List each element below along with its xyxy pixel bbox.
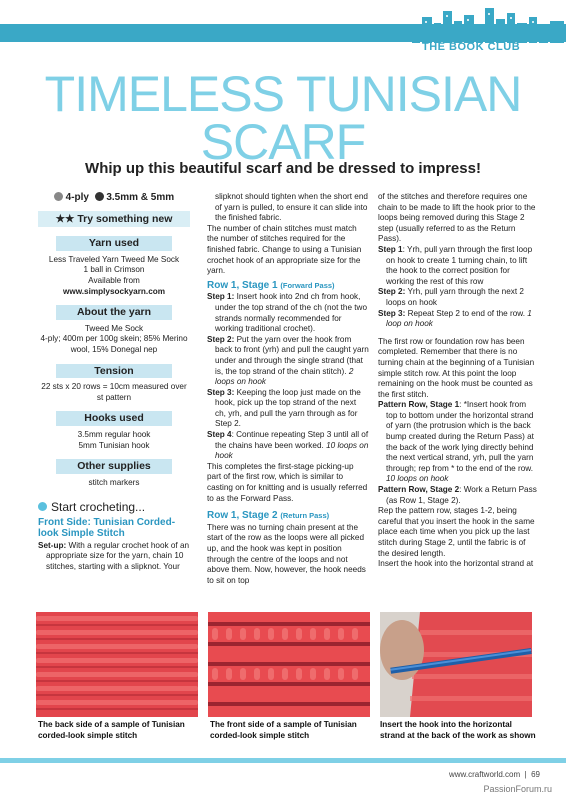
yarn-weight: 4-ply [65,192,89,203]
step-2-loops: 2 loops on hook [215,366,354,387]
footer-site-link[interactable]: www.craftworld.com [449,770,521,779]
skill-level-text: Try something new [77,212,173,225]
return-step-1 [378,245,538,287]
other-supplies-text: stitch markers [88,477,140,487]
setup-text: With a regular crochet hook of an appropriate size for the yarn, chain 10 stitches, starting with a slipknot. Your [46,540,190,572]
step-2-label: Step 2: [207,334,235,344]
pattern-row-stage-1 [378,400,538,485]
page-title: TIMELESS TUNISIAN [44,66,522,122]
step-2 [207,335,369,388]
hook-sizes: 3.5mm & 5mm [106,192,175,203]
step-4-label: Step 4 [207,430,232,440]
pattern-row-1-label: Pattern Row, Stage 1 [378,400,460,410]
row1-pass: (Forward Pass) [280,280,335,290]
watermark: PassionForum.ru [483,784,552,794]
return-step-3-label: Step 3: [378,308,406,318]
return-step-3-text: Repeat Step 2 to end of the row. [405,308,528,318]
about-yarn-text [38,324,190,356]
page-footer: www.craftworld.com | 69 [449,770,540,779]
return-step-1-label: Step 1 [378,244,403,254]
yarn-ball-icon [54,192,63,201]
yarn-used-heading: Yarn used [56,236,172,251]
col3-para3: Rep the pattern row, stages 1-2, being careful that you insert the hook in the same place each time when you pick up the last stitch during Stage 2, until the fabric is of the desired length. [378,506,535,558]
star-icon: ★★ [55,212,75,225]
bullet-icon [38,502,47,511]
step-1-text: Insert hook into 2nd ch from hook, under the top strand of the ch (not the two strands normally recommended for working traditional crochet). [215,292,368,334]
return-step-3 [378,309,538,330]
about-yarn-heading: About the yarn [56,305,172,320]
footer-bar [0,758,566,763]
pattern-row-1-text: : *Insert hook from top to bottom under the horizontal strand of yarn (the protrusion which is the back bump created during the Return Pass) at the back of the work lying directly behind the next vertical strand, yrh, pull the yarn through; rep from * to the end of the row. [386,400,534,473]
col2-para3: This completes the first-stage picking-up part of the first row, which is similar to casting on for knitting and is usually referred to as the Forward Pass. [207,461,368,503]
other-supplies-heading: Other supplies [56,459,172,474]
about-yarn-line1: Tweed Me Sock [84,323,144,333]
page-number: 69 [531,770,540,779]
setup-label: Set-up: [38,540,67,550]
column-1 [38,192,190,573]
step-2-text: Put the yarn over the hook from back to front (yrh) and pull the caught yarn under and through the single strand (that is, the top strand of the chain stitch). [215,334,369,376]
section-label: THE BOOK CLUB [422,41,521,53]
return-step-2-text: Yrh, pull yarn through the next 2 loops on hook [386,287,524,307]
page-subtitle: Whip up this beautiful scarf and be dressed to impress! [85,160,481,177]
start-heading-text: Start crocheting... [51,500,146,515]
step-3 [207,388,369,430]
front-side-stitch-photo [208,612,370,717]
photo-caption-2: The front side of a sample of Tunisian corded-look simple stitch [208,718,376,742]
row1s2-pass: (Return Pass) [280,511,330,521]
step-4-text: : Continue repeating Step 3 until all of the chains have been worked. [215,430,369,450]
step-4 [207,430,369,462]
tension-heading: Tension [56,364,172,379]
photo-caption-3: Insert the hook into the horizontal strand at the back of the work as shown [378,718,538,742]
pattern-row-1-loops: 10 loops on hook [386,474,449,484]
skill-level [38,211,190,228]
specs-row [38,192,190,204]
step-4-loops: 10 loops on hook [215,440,369,461]
row1-stage1-heading [207,281,369,292]
pattern-row-stage-2 [378,485,538,506]
step-3-label: Step 3: [207,387,235,397]
column-2 [207,192,369,586]
step-1-label: Step 1: [207,292,235,302]
photo-caption-1: The back side of a sample of Tunisian corded-look simple stitch [36,718,206,742]
pattern-row-2-label: Pattern Row, Stage 2 [378,485,460,495]
tension-text: 22 sts x 20 rows = 10cm measured over st pattern [41,382,187,402]
start-heading [38,502,190,513]
col2-para4: There was no turning chain present at the start of the row as the loops were all picked up, and the hook was kept in position through the centre of the loops and not above them. Now, however, the hook needs to sit on top [207,522,366,585]
yarn-used-line1: Less Traveled Yarn Tweed Me Sock [48,254,180,264]
step-3-text: Keeping the loop just made on the hook, pick up the top strand of the next ch, yrh, and pull the yarn through as for Step 2. [215,387,361,429]
hooks-used-heading: Hooks used [56,411,172,426]
about-yarn-line2: 4-ply; 400m per 100g skein; 85% Merino wool, 15% Donegal nep [40,334,188,354]
row1-heading-text: Row 1, Stage 1 [207,279,278,291]
yarn-available [38,276,190,297]
col3-para2: The first row or foundation row has been completed. Remember that there is no turning chain at the beginning of a Tunisian simple stitch row. At this point the loop remaining on the hook must be counted as the first stitch. [378,336,535,399]
yarn-used-text [38,255,190,297]
step-1 [207,292,369,334]
col2-para1: slipknot should tighten when the short end of yarn is pulled, to ensure it can slide into the finished fabric. [215,192,368,223]
available-prefix: Available from [88,275,140,285]
row1-stage2-heading [207,511,369,522]
back-side-stitch-photo [36,612,198,717]
return-step-2-label: Step 2: [378,287,406,297]
hook-icon [95,192,104,201]
yarn-used-line2: 1 ball in Crimson [83,265,145,275]
return-step-2 [378,287,538,308]
hooks-used-text [38,430,190,451]
col2-para2: The number of chain stitches must match the number of stitches required for the finished fabric. Change to using a Tunisian crochet hook of an appropriate size for the yarn. [207,223,362,276]
front-side-heading: Front Side: Tunisian Corded-look Simple Stitch [38,516,176,539]
return-step-1-text: : Yrh, pull yarn through the first loop on hook to create 1 turning chain, to lift the hook to the correct position for working the rest of this row [386,244,533,286]
hooks-line1: 3.5mm regular hook [77,429,151,439]
yarn-website-link[interactable]: www.simplysockyarn.com [62,286,166,296]
page-title-line2: SCARF [200,114,366,170]
column-3 [378,192,538,570]
return-step-3-loops: 1 loop on hook [386,308,532,329]
pattern-row-2-text: : Work a Return Pass (as Row 1, Stage 2). [386,485,537,505]
col3-para4: Insert the hook into the horizontal strand at [378,559,534,569]
hook-insertion-photo [380,612,532,717]
col3-para1: of the stitches and therefore requires one chain to be made to lift the hook prior to the loops being removed during this Stage 2 step (usually referred to as the Return Pass). [378,192,536,244]
setup-paragraph [38,541,190,573]
row1s2-heading-text: Row 1, Stage 2 [207,510,278,522]
hooks-line2: 5mm Tunisian hook [78,440,150,450]
